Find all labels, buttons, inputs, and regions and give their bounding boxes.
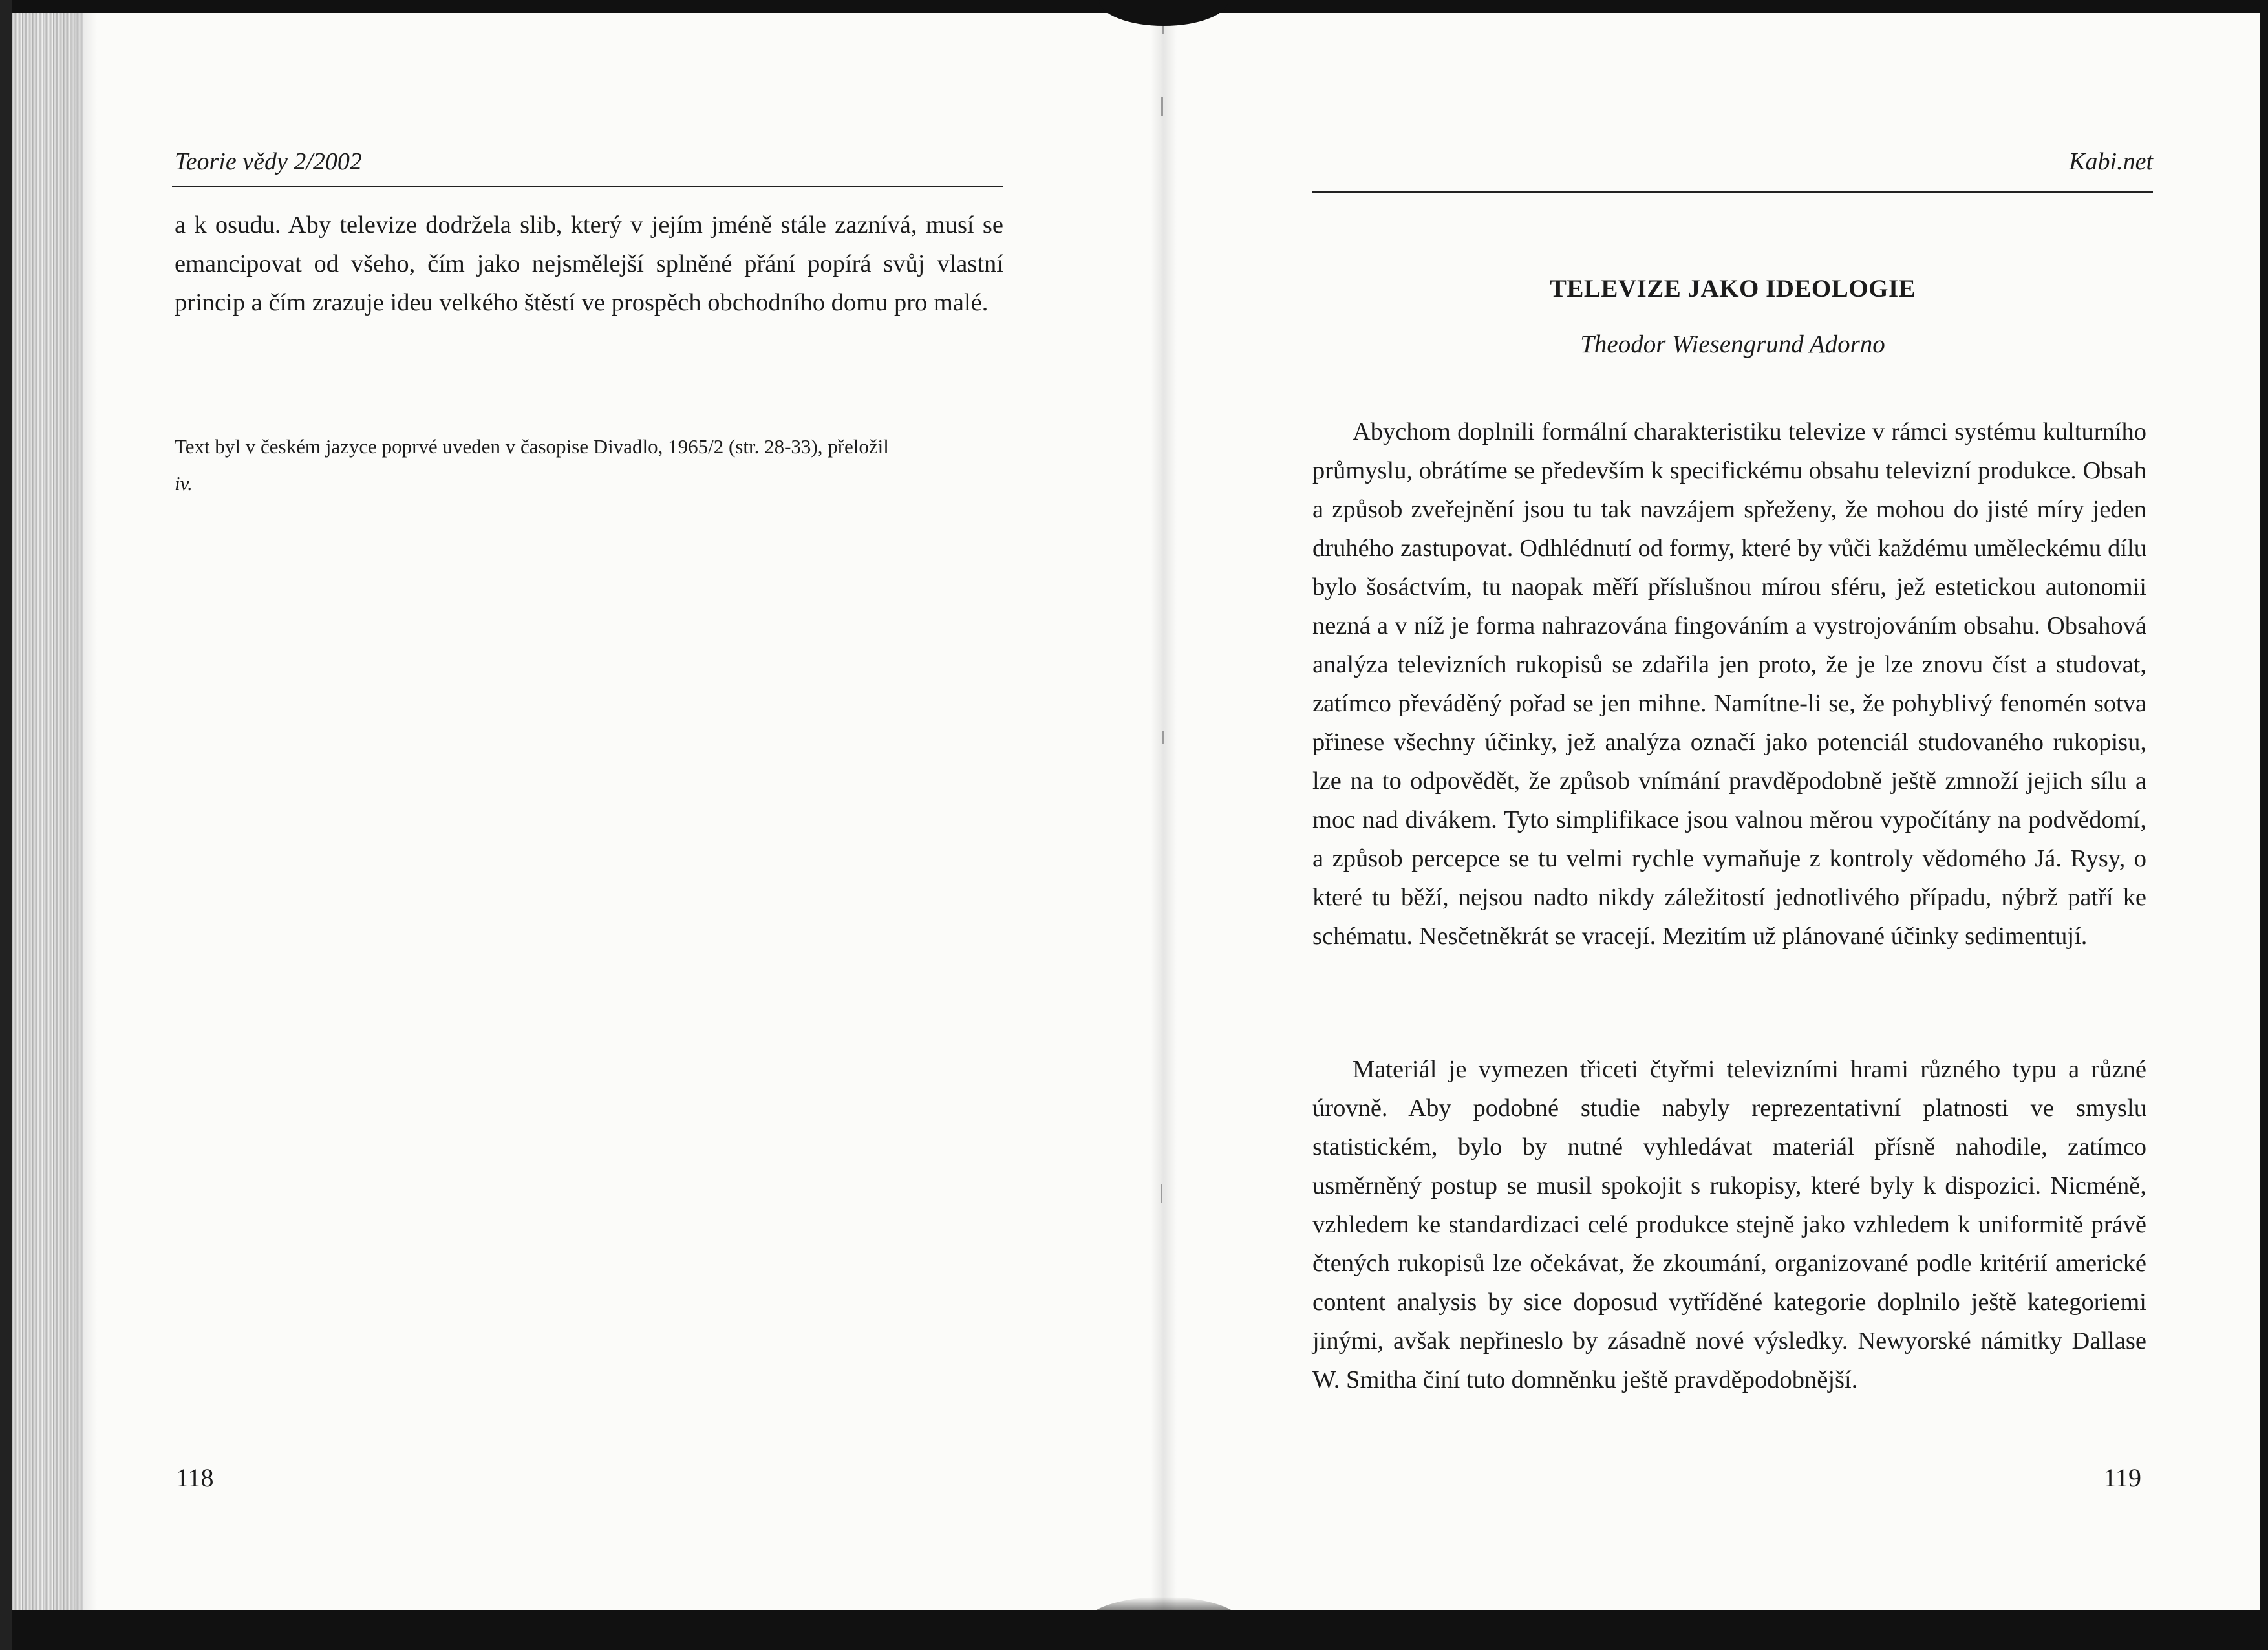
paragraph: Materiál je vymezen třiceti čtyřmi televizními hrami různého typu a různé úrovně. Aby podobné studie nabyly reprezentativní platnosti ve smyslu statistickém, bylo by nutné vyhledávat materiál přísně nahodile, zatímco usměrněný postup se musil spokojit s rukopisy, které byly k dispozici. Nicméně, vzhledem ke standardizaci celé produkce stejně jako vzhledem k uniformitě právě čtených rukopisů lze očekávat, že zkoumání, organizované podle kritérií americké content analysis by sice doposud vytříděné kategorie doplnilo ještě kategoriemi jinými, avšak nepřineslo by zásadně nové výsledky. Newyorské námitky Dallase W. Smitha činí tuto domněnku ještě pravděpodobnější. xyxy=(1312,1056,2146,1393)
page-number: 118 xyxy=(176,1463,214,1492)
center-gutter xyxy=(1151,13,1177,1610)
page-number: 119 xyxy=(2103,1463,2141,1492)
gutter-top-shadow xyxy=(1099,0,1228,26)
scan-speck xyxy=(1161,97,1163,116)
gutter-bottom-shadow xyxy=(1086,1597,1241,1623)
scan-border-right xyxy=(2260,0,2268,1650)
article-author: Theodor Wiesengrund Adorno xyxy=(1580,330,1885,358)
source-note-text: Text byl v českém jazyce poprvé uveden v časopise Divadlo, 1965/2 (str. 28-33), přeložil xyxy=(175,435,889,458)
translator-initials: iv. xyxy=(175,472,193,495)
running-head: Kabi.net xyxy=(2069,148,2153,175)
scan-speck xyxy=(1162,731,1164,744)
article-title: TELEVIZE JAKO IDEOLOGIE xyxy=(1549,275,1916,303)
paragraph: a k osudu. Aby televize dodržela slib, který v jejím jméně stále zaznívá, musí se emancipovat od všeho, čím jako nejsmělejší splněné přání popírá svůj vlastní princip a čím zrazuje ideu velkého štěstí ve prospěch obchodního domu pro malé. xyxy=(175,211,1003,316)
source-note xyxy=(175,428,1003,502)
scan-speck xyxy=(1162,26,1164,34)
binding-shadow xyxy=(71,13,97,1610)
scan-border-left xyxy=(0,0,12,1650)
header-rule xyxy=(1312,191,2153,193)
paragraph: Abychom doplnili formální charakteristiku televize v rámci systému kulturního průmyslu, obrátíme se především k specifickému obsahu televizní produkce. Obsah a způsob zveřejnění jsou tu tak navzájem spřeženy, že mohou do jisté míry jeden druhého zastupovat. Odhlédnutí od formy, které by vůči každému uměleckému dílu bylo šosáctvím, tu naopak měří příslušnou mírou sféru, jež estetickou autonomii nezná a v níž je forma nahrazována fingováním a vystrojováním obsahu. Obsahová analýza televizních rukopisů se zdařila jen proto, že je lze znovu číst a studovat, zatímco převáděný pořad se jen mihne. Namítne-li se, že pohyblivý fenomén sotva přinese všechny účinky, jež analýza označí jako potenciál studovaného rukopisu, lze na to odpovědět, že způsob vnímání pravděpodobně ještě zmnoží jejich sílu a moc nad divákem. Tyto simplifikace jsou valnou měrou vypočítány na podvědomí, a způsob percepce se tu velmi rychle vymaňuje z kontroly vědomého Já. Rysy, o které tu běží, nejsou nadto nikdy záležitostí jednotlivého případu, nýbrž patří ke schématu. Nesčetněkrát se vracejí. Mezitím už plánované účinky sedimentují. xyxy=(1312,418,2146,950)
scan-speck xyxy=(1161,1184,1162,1203)
header-rule xyxy=(172,186,1003,187)
running-head: Teorie vědy 2/2002 xyxy=(175,148,362,175)
